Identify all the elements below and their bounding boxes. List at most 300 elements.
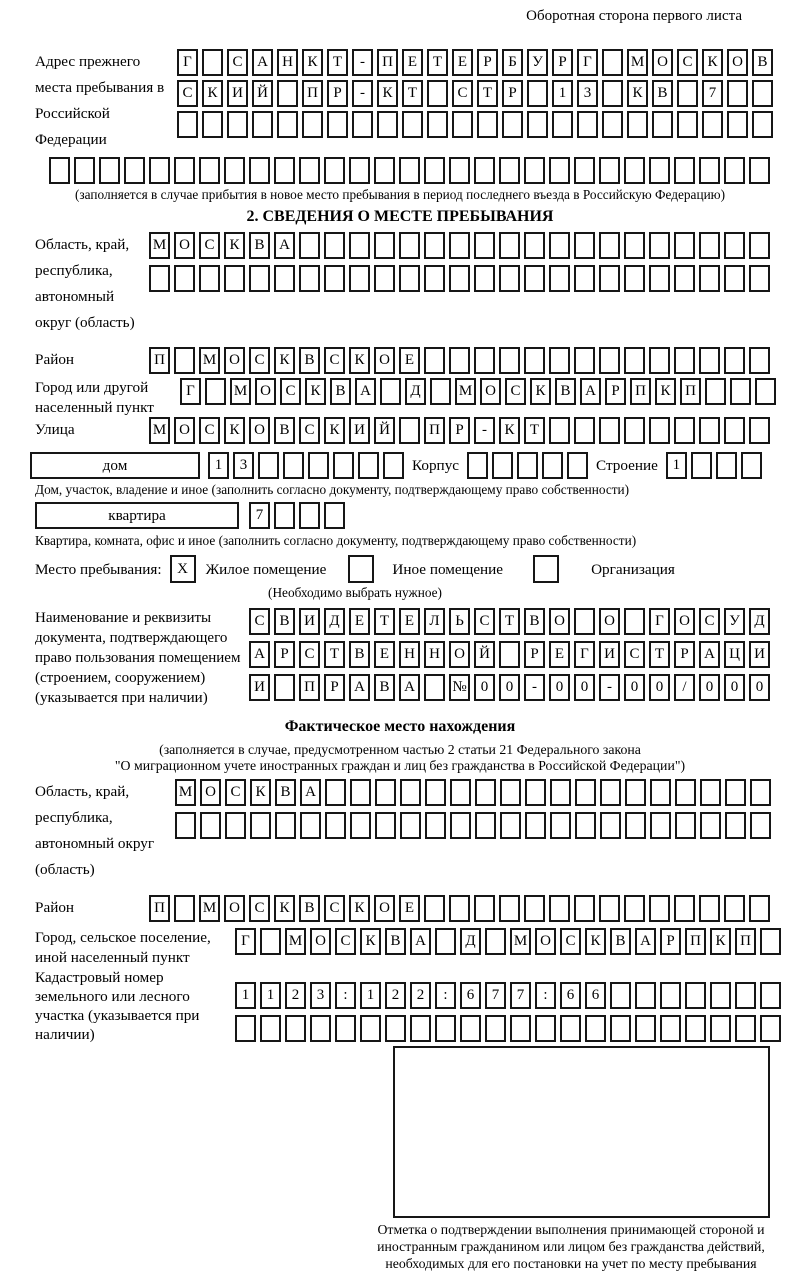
char-cell [333, 452, 354, 479]
char-cell: А [410, 928, 431, 955]
char-cell: В [555, 378, 576, 405]
apartment-note: Квартира, комната, офис и иное (заполнить согласно документу, подтверждающему право собственности) [35, 533, 637, 548]
char-cell [599, 895, 620, 922]
char-cell: М [149, 232, 170, 259]
char-cell [474, 265, 495, 292]
char-cell [624, 895, 645, 922]
char-cell: И [249, 674, 270, 701]
char-cell: М [455, 378, 476, 405]
char-cell [567, 452, 588, 479]
char-cell [649, 265, 670, 292]
char-cell [174, 347, 195, 374]
char-cell [699, 347, 720, 374]
char-cell [525, 812, 546, 839]
region-row-1 [149, 232, 770, 259]
char-cell: П [685, 928, 706, 955]
char-cell: Е [402, 49, 423, 76]
char-cell: С [177, 80, 198, 107]
char-cell [649, 232, 670, 259]
char-cell [602, 80, 623, 107]
char-cell [741, 452, 762, 479]
char-cell: С [299, 417, 320, 444]
char-cell [274, 502, 295, 529]
char-cell: У [724, 608, 745, 635]
char-cell [599, 417, 620, 444]
char-cell: 0 [649, 674, 670, 701]
char-cell: П [299, 674, 320, 701]
char-cell [427, 111, 448, 138]
char-cell [730, 378, 751, 405]
char-cell [749, 347, 770, 374]
actual-city-field [30, 928, 770, 966]
char-cell: Т [524, 417, 545, 444]
char-cell [350, 812, 371, 839]
char-cell [549, 232, 570, 259]
char-cell [724, 417, 745, 444]
char-cell [175, 812, 196, 839]
char-cell [524, 347, 545, 374]
char-cell: Т [327, 49, 348, 76]
char-cell [260, 1015, 281, 1042]
char-cell [725, 779, 746, 806]
char-cell: Т [427, 49, 448, 76]
stay-type-note: (Необходимо выбрать нужное) [268, 585, 442, 600]
actual-region-label: Область, край, республика, автономный округ (область) [35, 783, 155, 878]
char-cell: В [385, 928, 406, 955]
char-cell: Й [252, 80, 273, 107]
char-cell [375, 779, 396, 806]
char-cell [749, 157, 770, 184]
char-cell: Р [660, 928, 681, 955]
char-cell [202, 111, 223, 138]
document-row-1 [249, 608, 770, 635]
char-cell [474, 232, 495, 259]
char-cell: - [352, 49, 373, 76]
char-cell [600, 812, 621, 839]
char-cell [400, 812, 421, 839]
char-cell: 1 [666, 452, 687, 479]
char-cell: А [349, 674, 370, 701]
char-cell: В [652, 80, 673, 107]
char-cell [224, 157, 245, 184]
char-cell [385, 1015, 406, 1042]
char-cell [299, 265, 320, 292]
char-cell: И [749, 641, 770, 668]
char-cell: : [335, 982, 356, 1009]
char-cell: - [599, 674, 620, 701]
char-cell [724, 895, 745, 922]
char-cell: П [680, 378, 701, 405]
char-cell [760, 982, 781, 1009]
char-cell [649, 347, 670, 374]
char-cell [599, 265, 620, 292]
char-cell: М [149, 417, 170, 444]
char-cell: Р [552, 49, 573, 76]
char-cell [699, 157, 720, 184]
char-cell [499, 895, 520, 922]
char-cell [574, 608, 595, 635]
apartment-field [30, 502, 770, 529]
char-cell: М [285, 928, 306, 955]
char-cell: Н [399, 641, 420, 668]
char-cell: 1 [208, 452, 229, 479]
char-cell: О [255, 378, 276, 405]
char-cell [750, 779, 771, 806]
char-cell [452, 111, 473, 138]
char-cell: 0 [749, 674, 770, 701]
char-cell [250, 812, 271, 839]
char-cell: Л [424, 608, 445, 635]
char-cell: С [199, 232, 220, 259]
char-cell [427, 80, 448, 107]
char-cell [660, 982, 681, 1009]
char-cell [549, 895, 570, 922]
stay-type-option-other: Иное помещение [392, 560, 504, 578]
char-cell [324, 502, 345, 529]
actual-district-field [30, 895, 770, 922]
char-cell [283, 452, 304, 479]
char-cell: К [250, 779, 271, 806]
char-cell [425, 812, 446, 839]
char-cell [485, 928, 506, 955]
char-cell [705, 378, 726, 405]
char-cell [624, 608, 645, 635]
char-cell: С [249, 608, 270, 635]
char-cell [685, 982, 706, 1009]
char-cell: К [627, 80, 648, 107]
char-cell: С [560, 928, 581, 955]
char-cell: О [449, 641, 470, 668]
char-cell: О [174, 232, 195, 259]
section2-title: 2. СВЕДЕНИЯ О МЕСТЕ ПРЕБЫВАНИЯ [246, 208, 554, 225]
char-cell [249, 157, 270, 184]
char-cell [674, 347, 695, 374]
stay-type-option-residential: Жилое помещение [205, 560, 327, 578]
char-cell [402, 111, 423, 138]
char-cell: 1 [235, 982, 256, 1009]
char-cell [600, 779, 621, 806]
char-cell: Г [577, 49, 598, 76]
city-row [180, 378, 776, 405]
char-cell: С [199, 417, 220, 444]
char-cell [552, 111, 573, 138]
char-cell [549, 157, 570, 184]
street-label: Улица [35, 421, 75, 438]
char-cell: С [299, 641, 320, 668]
char-cell [350, 779, 371, 806]
char-cell [374, 232, 395, 259]
char-cell: В [349, 641, 370, 668]
char-cell: М [199, 347, 220, 374]
char-cell [524, 265, 545, 292]
char-cell: Д [405, 378, 426, 405]
char-cell: О [224, 895, 245, 922]
char-cell [675, 812, 696, 839]
char-cell [577, 111, 598, 138]
char-cell [424, 347, 445, 374]
char-cell: У [527, 49, 548, 76]
char-cell [202, 49, 223, 76]
stay-type-option-organization: Организация [591, 560, 675, 578]
char-cell [424, 674, 445, 701]
char-cell: К [377, 80, 398, 107]
char-cell [424, 232, 445, 259]
char-cell [724, 157, 745, 184]
char-cell [710, 1015, 731, 1042]
house-box: дом [30, 452, 200, 479]
char-cell: П [630, 378, 651, 405]
char-cell: 0 [699, 674, 720, 701]
char-cell: О [310, 928, 331, 955]
char-cell [527, 111, 548, 138]
char-cell [300, 812, 321, 839]
actual-region-row-2 [175, 812, 771, 839]
char-cell [624, 417, 645, 444]
char-cell [699, 232, 720, 259]
char-cell: О [200, 779, 221, 806]
char-cell [724, 232, 745, 259]
char-cell [485, 1015, 506, 1042]
actual-district-row [149, 895, 770, 922]
char-cell: В [274, 417, 295, 444]
char-cell [299, 502, 320, 529]
char-cell: 7 [510, 982, 531, 1009]
char-cell: С [324, 895, 345, 922]
region-field [30, 232, 770, 336]
apartment-box: квартира [35, 502, 239, 529]
char-cell: Ц [724, 641, 745, 668]
char-cell: И [299, 608, 320, 635]
char-cell: Г [177, 49, 198, 76]
char-cell: / [674, 674, 695, 701]
cadastral-field [30, 968, 770, 1044]
char-cell [399, 417, 420, 444]
char-cell [625, 812, 646, 839]
char-cell: С [505, 378, 526, 405]
char-cell: Й [474, 641, 495, 668]
char-cell [542, 452, 563, 479]
char-cell: Ь [449, 608, 470, 635]
char-cell: Р [605, 378, 626, 405]
char-cell [500, 812, 521, 839]
char-cell [575, 779, 596, 806]
char-cell: К [274, 347, 295, 374]
city-label: Город или другой населенный пункт [35, 379, 154, 416]
char-cell [749, 895, 770, 922]
char-cell [235, 1015, 256, 1042]
char-cell [549, 347, 570, 374]
char-cell [624, 157, 645, 184]
char-cell [674, 157, 695, 184]
char-cell: О [674, 608, 695, 635]
char-cell [749, 265, 770, 292]
char-cell [400, 779, 421, 806]
char-cell: А [580, 378, 601, 405]
char-cell [677, 111, 698, 138]
char-cell: Е [374, 641, 395, 668]
char-cell [174, 265, 195, 292]
char-cell [574, 157, 595, 184]
korpus-label: Корпус [412, 457, 460, 474]
char-cell [258, 452, 279, 479]
street-row [149, 417, 770, 444]
prev-address-note: (заполняется в случае прибытия в новое место пребывания в период последнего въезда в Российскую Федерацию) [74, 187, 726, 202]
char-cell [685, 1015, 706, 1042]
char-cell [574, 232, 595, 259]
char-cell: Е [399, 608, 420, 635]
char-cell [399, 157, 420, 184]
char-cell: А [635, 928, 656, 955]
char-cell [625, 779, 646, 806]
char-cell: 6 [460, 982, 481, 1009]
region-label: Область, край, республика, автономный округ (область) [35, 236, 135, 331]
char-cell [252, 111, 273, 138]
char-cell: Г [574, 641, 595, 668]
char-cell [149, 157, 170, 184]
char-cell [724, 347, 745, 374]
char-cell: С [624, 641, 645, 668]
char-cell: С [249, 895, 270, 922]
stroenie-label: Строение [596, 457, 658, 474]
char-cell [325, 812, 346, 839]
apartment-row [249, 502, 345, 529]
char-cell: О [652, 49, 673, 76]
char-cell [302, 111, 323, 138]
actual-region-row-1 [175, 779, 771, 806]
char-cell: О [224, 347, 245, 374]
char-cell [299, 232, 320, 259]
char-cell [755, 378, 776, 405]
prev-address-row-1 [177, 49, 773, 76]
char-cell: С [225, 779, 246, 806]
char-cell [324, 157, 345, 184]
char-cell [574, 347, 595, 374]
char-cell: Р [477, 49, 498, 76]
char-cell [424, 265, 445, 292]
prev-address-row-3 [177, 111, 773, 138]
char-cell [752, 111, 773, 138]
char-cell: А [274, 232, 295, 259]
char-cell: В [524, 608, 545, 635]
char-cell [249, 265, 270, 292]
char-cell [377, 111, 398, 138]
char-cell [677, 80, 698, 107]
char-cell [325, 779, 346, 806]
char-cell [674, 417, 695, 444]
char-cell: И [599, 641, 620, 668]
char-cell [435, 1015, 456, 1042]
actual-location-note-1: (заполняется в случае, предусмотренном частью 2 статьи 21 Федерального закона [159, 742, 641, 757]
char-cell: Р [524, 641, 545, 668]
char-cell [599, 232, 620, 259]
char-cell: Р [327, 80, 348, 107]
cadastral-label: Кадастровый номер земельного или лесного участка (указывается при наличии) [35, 969, 200, 1043]
char-cell [199, 157, 220, 184]
char-cell [358, 452, 379, 479]
char-cell: Г [649, 608, 670, 635]
char-cell: С [474, 608, 495, 635]
char-cell: О [727, 49, 748, 76]
char-cell: П [149, 895, 170, 922]
char-cell [450, 779, 471, 806]
char-cell [449, 232, 470, 259]
char-cell: А [300, 779, 321, 806]
char-cell [675, 779, 696, 806]
char-cell [277, 80, 298, 107]
char-cell [274, 157, 295, 184]
district-field [30, 347, 770, 374]
char-cell: В [249, 232, 270, 259]
char-cell: С [452, 80, 473, 107]
char-cell [474, 347, 495, 374]
char-cell: В [274, 608, 295, 635]
char-cell: 3 [233, 452, 254, 479]
district-label: Район [35, 351, 75, 368]
char-cell: К [710, 928, 731, 955]
char-cell [499, 641, 520, 668]
char-cell [752, 80, 773, 107]
char-cell [383, 452, 404, 479]
char-cell [525, 779, 546, 806]
char-cell [285, 1015, 306, 1042]
char-cell [550, 779, 571, 806]
actual-city-label: Город, сельское поселение, иной населенный пункт [35, 929, 211, 966]
char-cell [674, 232, 695, 259]
actual-district-label: Район [35, 899, 75, 916]
char-cell [610, 982, 631, 1009]
char-cell: Р [274, 641, 295, 668]
char-cell [735, 982, 756, 1009]
char-cell: О [549, 608, 570, 635]
char-cell [627, 111, 648, 138]
char-cell: О [535, 928, 556, 955]
char-cell [649, 157, 670, 184]
char-cell: П [735, 928, 756, 955]
char-cell [200, 812, 221, 839]
char-cell [260, 928, 281, 955]
char-cell [449, 347, 470, 374]
char-cell: Б [502, 49, 523, 76]
char-cell [624, 347, 645, 374]
char-cell: А [249, 641, 270, 668]
char-cell [399, 265, 420, 292]
char-cell [499, 265, 520, 292]
page-side-note: Оборотная сторона первого листа [526, 8, 742, 24]
char-cell: С [324, 347, 345, 374]
actual-location-title: Фактическое место нахождения [284, 718, 516, 735]
char-cell [649, 895, 670, 922]
stroenie-row [666, 452, 762, 479]
char-cell: К [202, 80, 223, 107]
char-cell [352, 111, 373, 138]
char-cell [430, 378, 451, 405]
char-cell [649, 417, 670, 444]
char-cell: С [249, 347, 270, 374]
char-cell: 0 [574, 674, 595, 701]
char-cell: С [699, 608, 720, 635]
char-cell: 0 [549, 674, 570, 701]
char-cell [574, 265, 595, 292]
stay-type-checkbox-residential: X [170, 555, 196, 583]
char-cell [375, 812, 396, 839]
char-cell [602, 111, 623, 138]
cadastral-row-2 [235, 1015, 781, 1042]
char-cell [635, 1015, 656, 1042]
char-cell: К [302, 49, 323, 76]
char-cell [524, 895, 545, 922]
char-cell [349, 157, 370, 184]
char-cell: К [585, 928, 606, 955]
